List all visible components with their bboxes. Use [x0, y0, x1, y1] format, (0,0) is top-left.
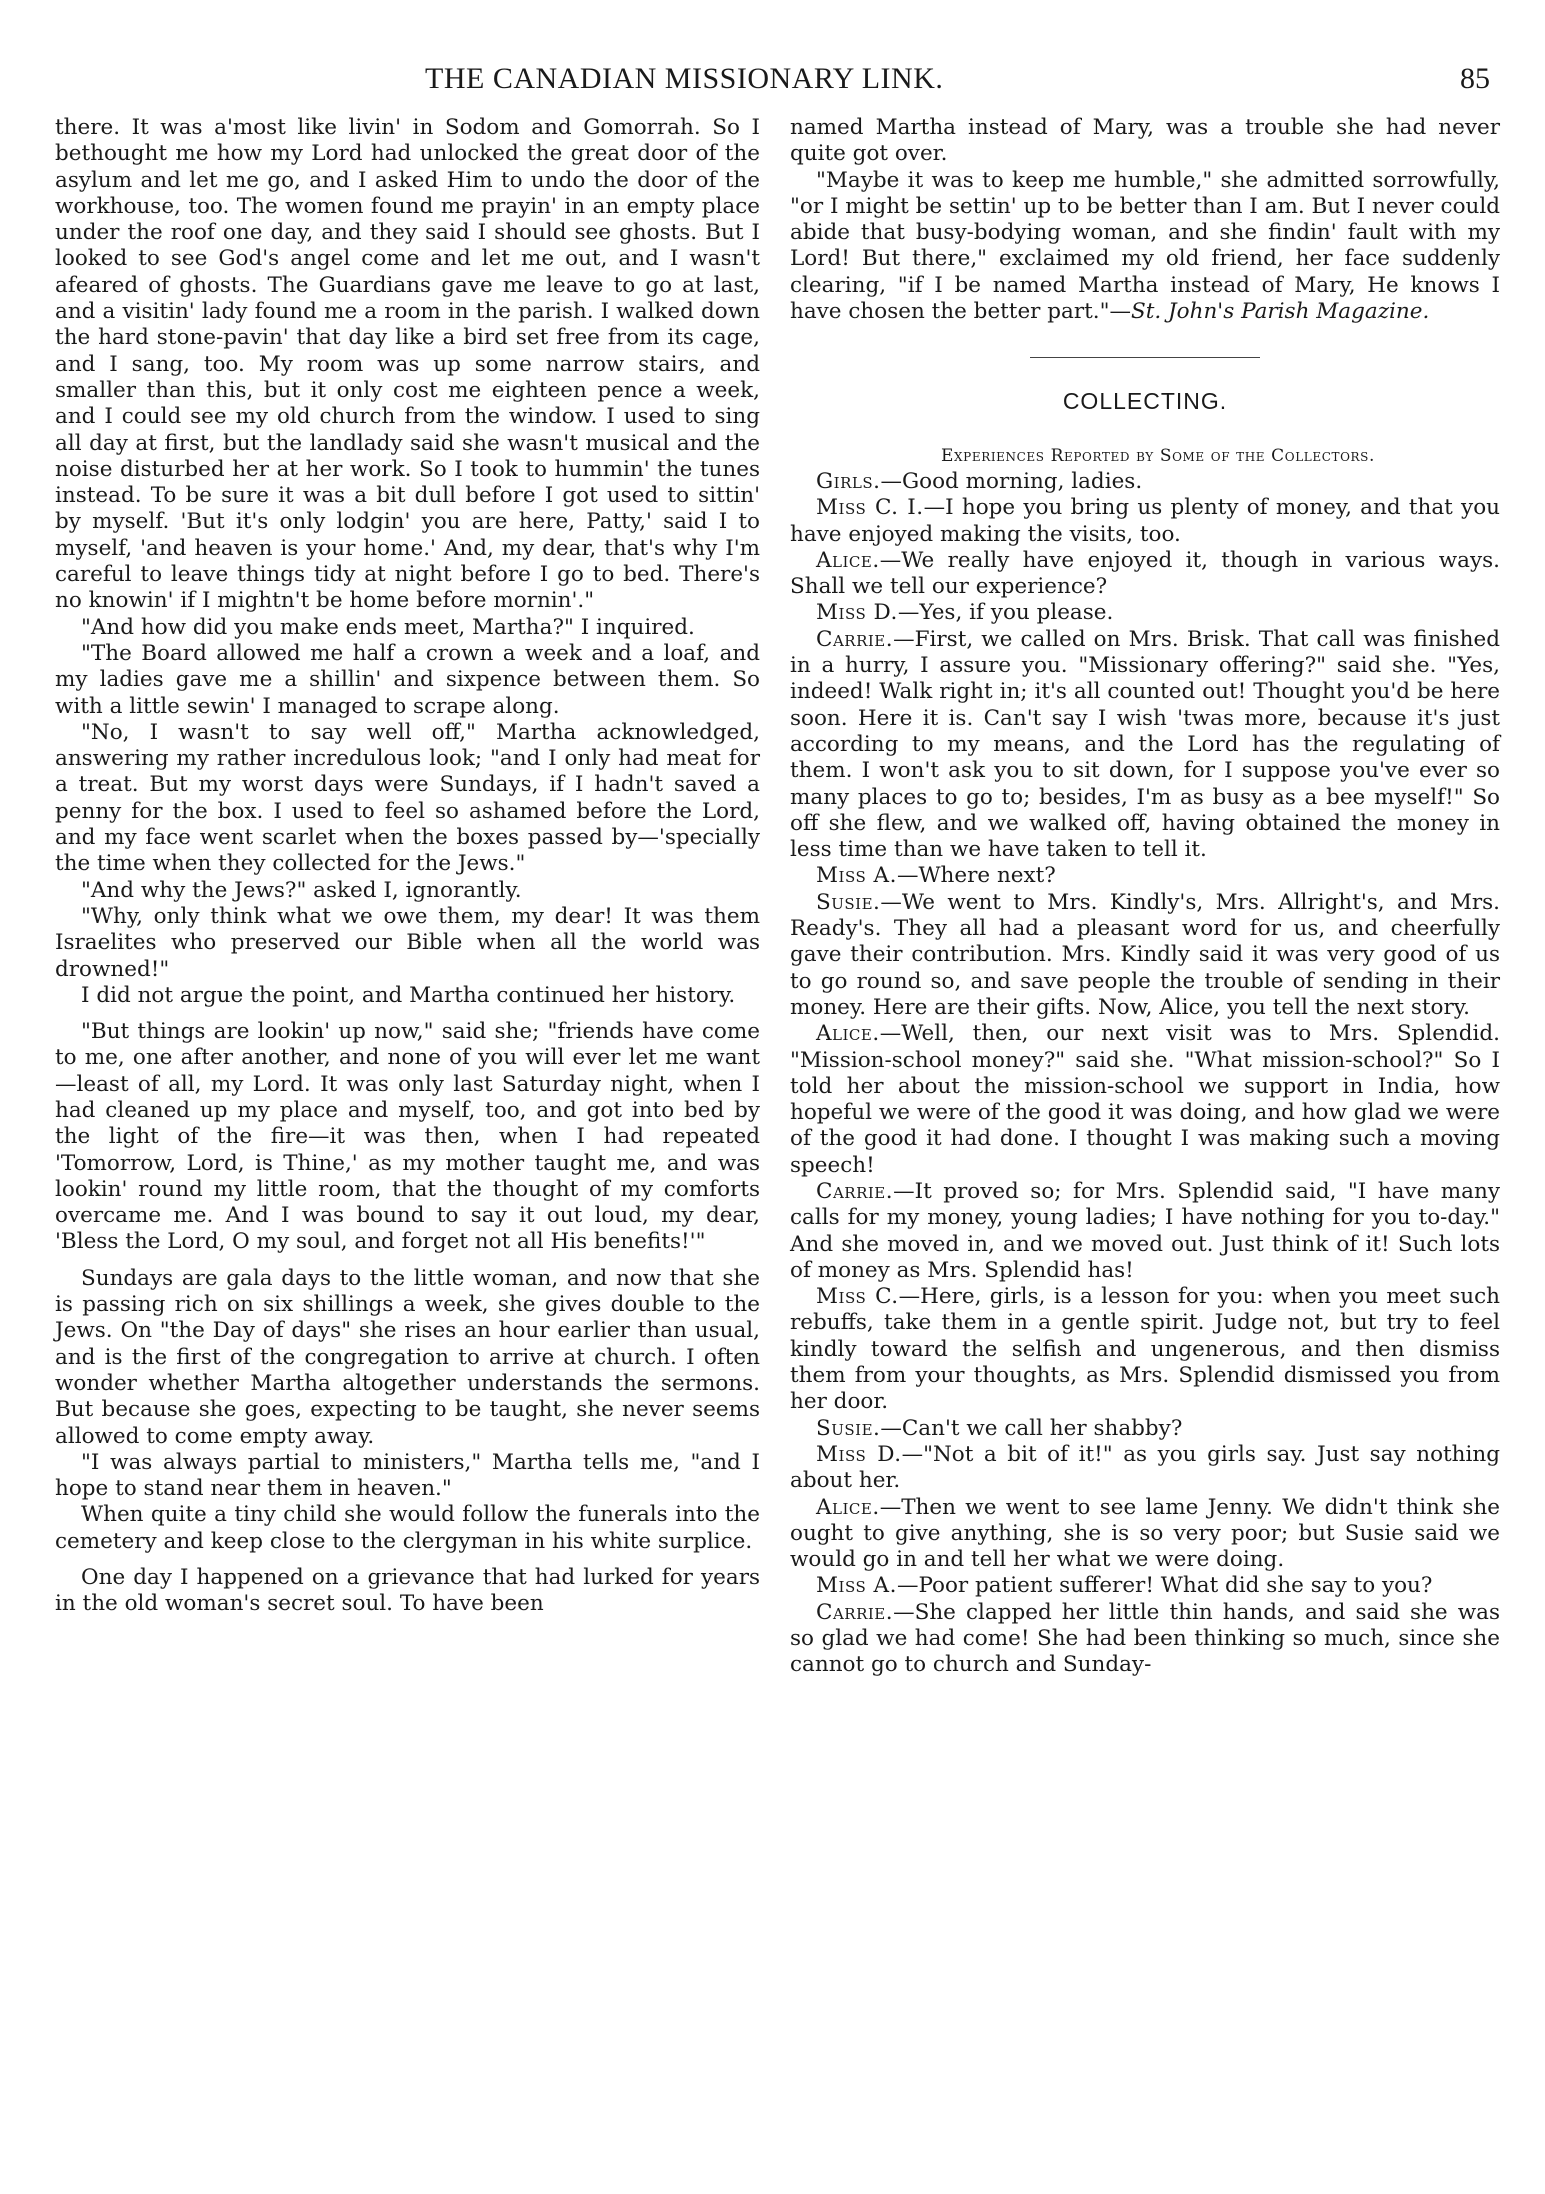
dialogue-line — [790, 1600, 1500, 1679]
dialogue-text: —I hope you bring us plenty of money, and that you have enjoyed making the visits, too. — [790, 495, 1500, 547]
dialogue-text: —Good morning, ladies. — [880, 468, 1143, 494]
dialogue-text: —Yes, if you please. — [897, 600, 1114, 626]
speaker-name: Miss A. — [816, 1573, 897, 1599]
dialogue-text: —Here, girls, is a lesson for you: when you meet such rebuffs, take them in a gentle spirit. Judge not, but try to feel kindly toward the selfish and ungenerous, and then dismiss them from your thoughts, as Mrs. Splendid dismissed you from her door. — [790, 1284, 1500, 1415]
paragraph: "But things are lookin' up now," said she; "friends have come to me, one after another, and none of you will ever let me want—least of all, my Lord. It was only last Saturday night, when I had cleaned up my place and myself, too, and got into bed by the light of the fire—it was then, when I had repeated 'Tomorrow, Lord, is Thine,' as my mother taught me, and was lookin' round my little room, that the thought of my comforts overcame me. And I was bound to say it out loud, my dear, 'Bless the Lord, O my soul, and forget not all His benefits!'" — [55, 1019, 760, 1255]
dialogue-line — [790, 890, 1500, 1021]
dialogue-text: —Poor patient sufferer! What did she say to you? — [896, 1573, 1433, 1599]
speaker-name: Susie. — [816, 889, 881, 915]
page-header — [0, 60, 1545, 120]
dialogue-text: —She clapped her little thin hands, and said she was so glad we had come! She had been thinking so much, since she cannot go to church and Sunday- — [790, 1599, 1500, 1678]
dialogue — [790, 469, 1500, 1679]
paragraph-text: "Maybe it was to keep me humble," she admitted sorrowfully, "or I might be settin' up to be better than I am. But I never could abide that busy-bodying woman, and she findin' fault with my Lord! But there," exclaimed my old friend, her face suddenly clearing, "if I be named Martha instead of Mary, He knows I have chosen the better part."— — [790, 167, 1500, 325]
dialogue-text: —We really have enjoyed it, though in various ways. Shall we tell our experience? — [790, 547, 1500, 600]
dialogue-line — [790, 1573, 1500, 1599]
paragraph — [790, 168, 1500, 326]
speaker-name: Miss A. — [816, 863, 897, 889]
paragraph: "And why the Jews?" asked I, ignorantly. — [81, 877, 522, 903]
paragraph: "And how did you make ends meet, Martha?" I inquired. — [81, 614, 695, 640]
paragraph: Sundays are gala days to the little woman, and now that she is passing rich on six shillings a week, she gives double to the Jews. On "the Day of days" she rises an hour earlier than usual, and is the first of the congregation to arrive at church. I often wonder whether Martha altogether understands the sermons. But because she goes, expecting to be taught, she never seems allowed to come empty away. — [55, 1265, 760, 1449]
source-citation: St. John's Parish Magazine. — [1131, 299, 1430, 325]
dialogue-line — [790, 600, 1500, 626]
dialogue-text: —We went to Mrs. Kindly's, Mrs. Allright's, and Mrs. Ready's. They all had a pleasant word for us, and cheerfully gave their contribution. Mrs. Kindly said it was very good of us to go round so, and save people the trouble of sending in their money. Here are their gifts. Now, Alice, you tell the next story. — [790, 889, 1500, 1020]
dialogue-text: —It proved so; for Mrs. Splendid said, "I have many calls for my money, young ladies; I have nothing for you to-day." And she moved in, and we moved out. Just think of it! Such lots of money as Mrs. Splendid has! — [790, 1178, 1500, 1283]
paragraph: there. It was a'most like livin' in Sodom and Gomorrah. So I bethought me how my Lord had unlocked the great door of the asylum and let me go, and I asked Him to undo the door of the workhouse, too. The women found me prayin' in an empty place under the roof one day, and they said I should see ghosts. But I looked to see God's angel come and let me out, and I wasn't afeared of ghosts. The Guardians gave me leave to go at last, and a visitin' lady found me a room in the parish. I walked down the hard stone-pavin' that day like a bird set free from its cage, and I sang, too. My room was up some narrow stairs, and smaller than this, but it only cost me eighteen pence a week, and I could see my old church from the window. I used to sing all day at first, but the landlady said she wasn't musical and the noise disturbed her at her work. So I took to hummin' the tunes instead. To be sure it was a bit dull before I got used to sittin' by myself. 'But it's only lodgin' you are here, Patty,' said I to myself, 'and heaven is your home.' And, my dear, that's why I'm careful to leave things tidy at night before I go to bed. There's no knowin' if I mightn't be home before mornin'." — [55, 115, 760, 614]
dialogue-text: —Where next? — [896, 863, 1056, 889]
paragraph: "I was always partial to ministers," Martha tells me, "and I hope to stand near them in heaven." — [55, 1449, 760, 1502]
dialogue-text: —"Not a bit of it!" as you girls say. Just say nothing about her. — [790, 1441, 1500, 1494]
speaker-name: Carrie. — [816, 626, 894, 652]
speaker-name: Alice. — [816, 1021, 880, 1047]
dialogue-line — [790, 1179, 1500, 1284]
dialogue-text: —Can't we call her shabby? — [880, 1415, 1183, 1441]
page-number: 85 — [1460, 62, 1490, 95]
dialogue-text: —First, we called on Mrs. Brisk. That call was finished in a hurry, I assure you. "Missionary offering?" said she. "Yes, indeed! Walk right in; it's all counted out! Thought you'd be here soon. Here it is. Can't say I wish 'twas more, because it's just according to my means, and the Lord has the regulating of them. I won't ask you to sit down, for I suppose you've ever so many places to go to; besides, I'm as busy as a bee myself!" So off she flew, and we walked off, having obtained the money in less time than we have taken to tell it. — [790, 626, 1500, 863]
dialogue-line — [790, 469, 1500, 495]
section-divider — [1030, 357, 1260, 358]
paragraph: named Martha instead of Mary, was a trouble she had never quite got over. — [790, 115, 1500, 167]
speaker-name: Miss D. — [816, 600, 898, 626]
dialogue-line — [790, 548, 1500, 601]
paragraph: When quite a tiny child she would follow the funerals into the cemetery and keep close to the clergyman in his white surplice. — [55, 1502, 760, 1554]
dialogue-line — [790, 1284, 1500, 1415]
speaker-name: Miss C. — [816, 1284, 899, 1310]
speaker-name: Susie. — [816, 1415, 881, 1441]
dialogue-text: —Well, then, our next visit was to Mrs. Splendid. "Mission-school money?" said she. "What mission-school?" So I told her about the mission-school we support in India, how hopeful we were of the good it was doing, and how glad we were of the good it had done. I thought I was making such a moving speech! — [790, 1021, 1500, 1178]
speaker-name: Alice. — [816, 547, 880, 573]
paragraph: I did not argue the point, and Martha continued her history. — [81, 982, 736, 1008]
speaker-name: Carrie. — [816, 1599, 894, 1625]
journal-title: THE CANADIAN MISSIONARY LINK. — [425, 62, 944, 95]
section-subtitle: Experiences Reported by Some of the Collectors. — [941, 445, 1375, 466]
speaker-name: Miss D. — [816, 1441, 902, 1467]
dialogue-line — [790, 1442, 1500, 1495]
speaker-name: Miss C. I. — [816, 495, 924, 521]
section-title: COLLECTING. — [1062, 388, 1228, 415]
dialogue-line — [790, 1416, 1500, 1442]
paragraph: One day I happened on a grievance that had lurked for years in the old woman's secret soul. To have been — [55, 1565, 760, 1617]
speaker-name: Carrie. — [816, 1178, 894, 1204]
dialogue-line — [790, 1495, 1500, 1574]
dialogue-line — [790, 495, 1500, 548]
dialogue-line — [790, 1021, 1500, 1179]
paragraph: "The Board allowed me half a crown a week and a loaf, and my ladies gave me a shillin' and sixpence between them. So with a little sewin' I managed to scrape along. — [55, 640, 760, 719]
dialogue-line — [790, 627, 1500, 864]
right-column — [790, 115, 1500, 1679]
paragraph: "No, I wasn't to say well off," Martha acknowledged, answering my rather incredulous look; "and I only had meat for a treat. But my worst days were Sundays, if I hadn't saved a penny for the box. I used to feel so ashamed before the Lord, and my face went scarlet when the boxes passed by—'specially the time when they collected for the Jews." — [55, 719, 760, 877]
left-column — [55, 115, 760, 1618]
dialogue-line — [790, 863, 1500, 889]
speaker-name: Alice. — [816, 1494, 880, 1520]
speaker-name: Girls. — [816, 468, 881, 494]
dialogue-text: —Then we went to see lame Jenny. We didn't think she ought to give anything, she is so very poor; but Susie said we would go in and tell her what we were doing. — [790, 1494, 1500, 1573]
paragraph: "Why, only think what we owe them, my dear! It was them Israelites who preserved our Bible when all the world was drowned!" — [55, 903, 760, 982]
